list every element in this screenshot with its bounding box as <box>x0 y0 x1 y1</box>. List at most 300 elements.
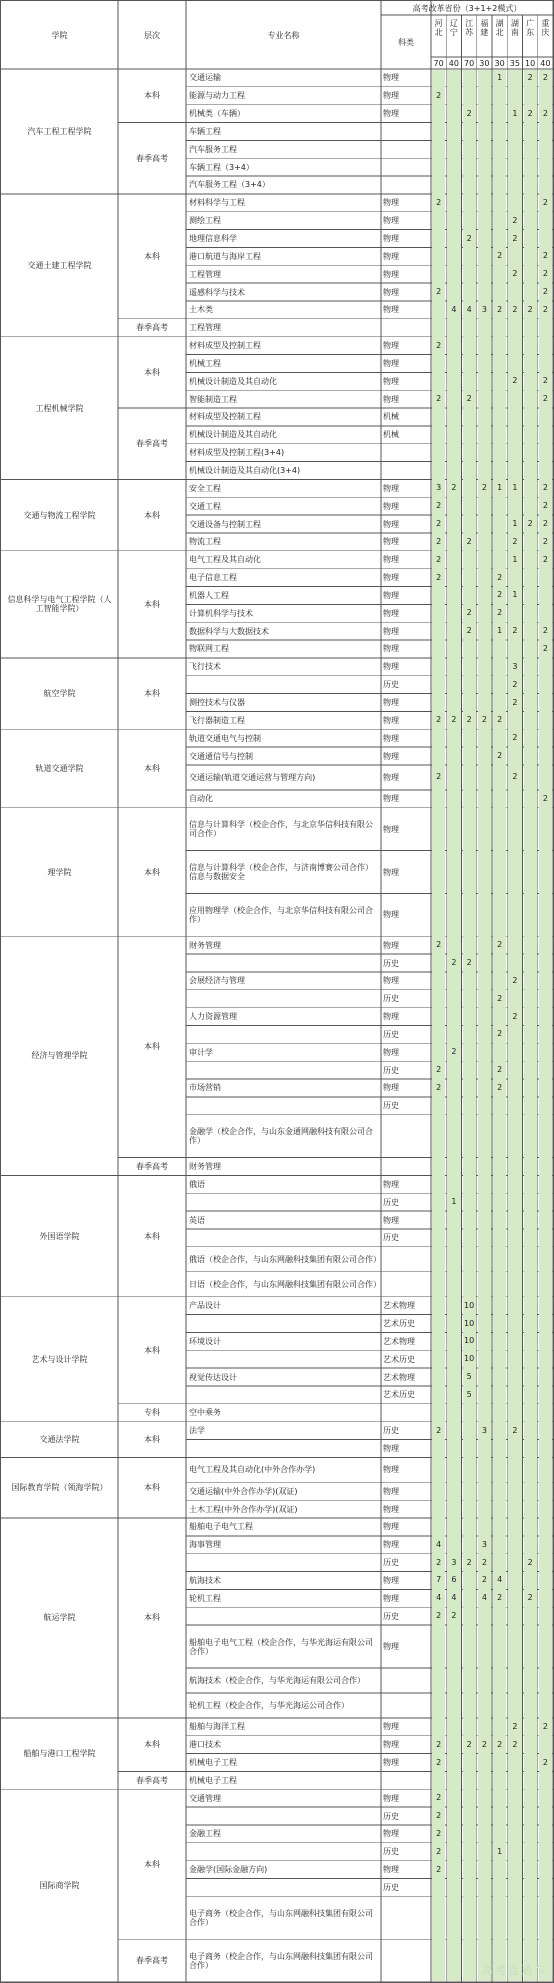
quota-cell: 2 <box>436 197 442 207</box>
subject-type: 物理 <box>383 644 399 654</box>
major-name: 电子商务（校企合作，与山东网融科技集团有限公司合作） <box>189 1951 373 1970</box>
subject-type: 物理 <box>383 1047 399 1057</box>
subject-type: 物理 <box>383 394 399 404</box>
subject-type: 物理 <box>383 501 399 511</box>
quota-cell: 2 <box>542 483 548 493</box>
subject-type: 物理 <box>383 1758 399 1767</box>
quota-cell: 2 <box>542 197 548 207</box>
major-name: 审计学 <box>189 1047 213 1057</box>
quota-cell: 2 <box>512 1739 518 1749</box>
subject-type: 物理 <box>383 251 399 261</box>
level-label: 本科 <box>144 251 160 261</box>
province-3: 江苏 <box>465 19 474 37</box>
level-label: 春季高考 <box>136 153 168 163</box>
college-name: 航运学院 <box>43 1613 76 1623</box>
quota-cell: 2 <box>497 1065 503 1075</box>
quota-cell: 2 <box>512 269 518 279</box>
province-6: 湖南 <box>510 19 519 37</box>
major-name: 遥感科学与技术 <box>189 287 245 297</box>
quota-cell: 2 <box>451 958 457 968</box>
quota-cell: 2 <box>542 1721 548 1731</box>
major-name: 安全工程 <box>189 483 221 493</box>
major-name: 日语（校企合作，与山东网融科技集团有限公司合作） <box>189 1279 381 1289</box>
quota-cell: 10 <box>464 1354 475 1364</box>
college-name: 信息科学与电气工程学院（人工智能学院） <box>7 595 112 614</box>
quota-cell: 3 <box>481 1539 487 1549</box>
quota-cell: 2 <box>466 608 472 618</box>
province-column-shade <box>524 70 537 1981</box>
subject-type: 物理 <box>383 608 399 618</box>
level-label: 本科 <box>144 367 160 377</box>
subject-type: 物理 <box>383 216 399 226</box>
quota-cell: 2 <box>481 1739 487 1749</box>
quota-cell: 2 <box>436 554 442 564</box>
quota-cell: 2 <box>497 1029 503 1039</box>
level-label: 本科 <box>144 867 160 877</box>
quota-cell: 2 <box>512 1721 518 1731</box>
major-name: 机械电子工程 <box>189 1775 237 1785</box>
major-name: 物流工程 <box>189 537 221 547</box>
quota-cell: 2 <box>542 376 548 386</box>
subject-type: 物理 <box>383 376 399 386</box>
quota-cell: 2 <box>512 215 518 225</box>
major-name: 产品设计 <box>189 1301 221 1311</box>
subject-type: 艺术物理 <box>383 1301 415 1311</box>
quota-cell: 1 <box>512 483 518 493</box>
subject-type: 物理 <box>383 1740 399 1750</box>
quota-cell: 1 <box>497 1846 503 1856</box>
subject-type: 物理 <box>383 234 399 244</box>
quota-cell: 3 <box>481 304 487 314</box>
quota-cell: 2 <box>497 1739 503 1749</box>
subject-type: 物理 <box>383 1793 399 1803</box>
subject-type: 物理 <box>383 573 399 583</box>
major-name: 机械设计制造及其自动化 <box>189 430 277 440</box>
major-name: 法学 <box>189 1426 205 1436</box>
major-name: 财务管理 <box>189 940 221 950</box>
subject-type: 历史 <box>383 1065 399 1075</box>
major-name: 电气工程及其自动化(中外合作办学) <box>189 1465 316 1475</box>
quota-cell: 2 <box>436 1739 442 1749</box>
quota-cell: 2 <box>497 590 503 600</box>
major-name: 机械类（车辆） <box>189 109 245 119</box>
subject-type: 物理 <box>383 519 399 529</box>
subject-type: 物理 <box>383 341 399 351</box>
province-2: 辽宁 <box>449 19 458 37</box>
level-label: 专科 <box>144 1408 160 1418</box>
major-name: 土木工程(中外合作办学)(双证) <box>189 1504 298 1514</box>
province-column-shade <box>493 70 506 1981</box>
subject-type: 物理 <box>383 1829 399 1839</box>
college-name: 国际教育学院（领海学院） <box>11 1483 108 1493</box>
quota-cell: 2 <box>451 1611 457 1621</box>
subject-type: 历史 <box>383 680 399 690</box>
subject-type: 历史 <box>383 1233 399 1243</box>
subject-type: 物理 <box>383 1179 399 1189</box>
quota-cell: 2 <box>436 536 442 546</box>
subject-type: 物理 <box>383 867 399 877</box>
subject-type: 物理 <box>383 483 399 493</box>
major-name: 材料成型及控制工程 <box>189 341 261 351</box>
subject-type: 物理 <box>383 537 399 547</box>
subject-type: 艺术物理 <box>383 1336 415 1346</box>
quota-cell: 2 <box>512 772 518 782</box>
quota-cell: 2 <box>497 715 503 725</box>
subject-type: 物理 <box>383 626 399 636</box>
quota-cell: 4 <box>466 304 472 314</box>
major-name: 信息与计算科学（校企合作，与北京华信科技有限公司合作） <box>189 820 373 839</box>
province-column-shade <box>478 70 491 1981</box>
major-name: 电子商务（校企合作，与山东网融科技集团有限公司合作） <box>189 1908 373 1927</box>
subject-type: 物理 <box>383 73 399 83</box>
major-name: 数据科学与大数据技术 <box>189 626 269 636</box>
quota-cell: 1 <box>512 590 518 600</box>
level-label: 春季高考 <box>136 1161 168 1171</box>
major-name: 俄语（校企合作，与山东网融科技集团有限公司合作） <box>189 1254 381 1264</box>
subject-type: 物理 <box>383 1486 399 1496</box>
quota-cell: 1 <box>497 72 503 82</box>
province-8: 重庆 <box>541 19 550 37</box>
quota-cell: 2 <box>436 340 442 350</box>
major-name: 自动化 <box>189 794 213 804</box>
quota-cell: 1 <box>451 1197 457 1207</box>
quota-cell: 2 <box>512 536 518 546</box>
major-name: 材料成型及控制工程(3+4) <box>189 448 285 458</box>
quota-cell: 2 <box>436 1793 442 1803</box>
subject-type: 物理 <box>383 940 399 950</box>
quota-cell: 4 <box>451 1593 457 1603</box>
major-name: 测控技术与仪器 <box>189 698 245 707</box>
college-name: 外国语学院 <box>39 1231 80 1241</box>
quota-cell: 2 <box>436 1557 442 1567</box>
major-name: 测绘工程 <box>189 216 221 226</box>
quota-cell: 3 <box>451 1557 457 1567</box>
quota-cell: 2 <box>542 793 548 803</box>
major-name: 电子信息工程 <box>189 573 237 583</box>
level-label: 春季高考 <box>136 1775 168 1785</box>
province-quota-5: 30 <box>494 59 505 68</box>
province-1: 河北 <box>434 19 443 37</box>
province-column-shade <box>539 70 552 1981</box>
subject-type: 物理 <box>383 1522 399 1532</box>
province-column-shade <box>432 70 445 1981</box>
quota-cell: 6 <box>451 1575 457 1585</box>
level-label: 本科 <box>144 91 160 101</box>
quota-cell: 10 <box>464 1336 475 1346</box>
quota-cell: 4 <box>436 1539 442 1549</box>
quota-cell: 3 <box>436 483 442 493</box>
quota-cell: 2 <box>512 975 518 985</box>
quota-cell: 2 <box>436 1611 442 1621</box>
quota-cell: 2 <box>451 1047 457 1057</box>
major-name: 工程管理 <box>189 269 221 279</box>
quota-cell: 2 <box>481 1557 487 1567</box>
quota-cell: 2 <box>512 733 518 743</box>
major-name: 地理信息科学 <box>189 234 237 244</box>
quota-cell: 2 <box>451 715 457 725</box>
quota-cell: 2 <box>512 1011 518 1021</box>
quota-cell: 3 <box>512 661 518 671</box>
subject-type: 历史 <box>383 958 399 968</box>
quota-cell: 2 <box>497 251 503 261</box>
quota-cell: 1 <box>497 483 503 493</box>
subject-type: 历史 <box>383 1558 399 1568</box>
subject-type: 物理 <box>383 1540 399 1550</box>
quota-cell: 2 <box>542 269 548 279</box>
subject-type: 物理 <box>383 824 399 834</box>
quota-cell: 2 <box>542 108 548 118</box>
quota-cell: 5 <box>466 1372 472 1382</box>
major-name: 材料科学与工程 <box>189 198 245 208</box>
province-column-shade <box>508 70 521 1981</box>
college-name: 工程机械学院 <box>35 403 84 413</box>
quota-cell: 2 <box>527 304 533 314</box>
major-name: 物联网工程 <box>189 644 229 654</box>
quota-cell: 2 <box>542 626 548 636</box>
quota-cell: 4 <box>481 1593 487 1603</box>
college-name: 交通与物流工程学院 <box>23 510 96 520</box>
quota-cell: 2 <box>527 1593 533 1603</box>
quota-cell: 2 <box>466 626 472 636</box>
college-name: 艺术与设计学院 <box>31 1354 88 1364</box>
quota-cell: 2 <box>466 715 472 725</box>
quota-cell: 2 <box>527 108 533 118</box>
subject-type: 物理 <box>383 198 399 208</box>
quota-cell: 2 <box>542 501 548 511</box>
subject-type: 物理 <box>383 1083 399 1093</box>
quota-cell: 2 <box>466 536 472 546</box>
major-name: 交通管理 <box>189 1793 221 1803</box>
level-label: 本科 <box>144 1435 160 1444</box>
major-name: 交通工程 <box>189 501 221 511</box>
major-name: 港口航道与海岸工程 <box>189 251 261 261</box>
subject-type: 物理 <box>383 910 399 920</box>
subject-type: 物理 <box>383 1722 399 1732</box>
subject-type: 物理 <box>383 358 399 368</box>
header-major: 专业名称 <box>267 30 300 40</box>
college-name: 经济与管理学院 <box>31 1051 88 1061</box>
quota-cell: 2 <box>451 483 457 493</box>
major-name: 汽车服务工程 <box>189 144 237 154</box>
subject-type: 物理 <box>383 1575 399 1585</box>
quota-cell: 2 <box>481 715 487 725</box>
major-name: 汽车服务工程（3+4） <box>189 180 270 190</box>
quota-cell: 2 <box>497 993 503 1003</box>
province-column-shade <box>463 70 476 1981</box>
province-quota-4: 30 <box>479 59 490 68</box>
major-name: 轨道交通电气与控制 <box>189 733 261 743</box>
college-name: 交通土建工程学院 <box>27 260 92 270</box>
level-label: 本科 <box>144 599 160 609</box>
quota-cell: 2 <box>436 1864 442 1874</box>
quota-cell: 2 <box>527 1557 533 1567</box>
major-name: 机器人工程 <box>189 590 229 600</box>
quota-cell: 2 <box>542 394 548 404</box>
major-name: 机械工程 <box>189 358 221 368</box>
quota-cell: 2 <box>542 72 548 82</box>
quota-cell: 2 <box>512 376 518 386</box>
major-name: 交通运输(中外合作办学)(双证) <box>189 1486 298 1496</box>
major-name: 金融学(国际金融方向) <box>189 1865 268 1875</box>
major-name: 金融学（校企合作，与山东金通网融科技有限公司合作） <box>189 1127 373 1146</box>
quota-cell: 2 <box>436 572 442 582</box>
quota-cell: 2 <box>436 394 442 404</box>
quota-cell: 2 <box>497 304 503 314</box>
quota-cell: 2 <box>497 572 503 582</box>
quota-cell: 2 <box>436 715 442 725</box>
major-name: 机械设计制造及其自动化(3+4) <box>189 466 301 475</box>
subject-type: 历史 <box>383 1197 399 1207</box>
quota-cell: 2 <box>466 1739 472 1749</box>
quota-cell: 2 <box>436 1425 442 1435</box>
quota-cell: 2 <box>481 1575 487 1585</box>
subject-type: 机械 <box>383 430 399 440</box>
province-quota-8: 40 <box>540 59 551 68</box>
major-name: 机械电子工程 <box>189 1758 237 1767</box>
subject-type: 物理 <box>383 555 399 565</box>
level-label: 本科 <box>144 1042 160 1052</box>
major-name: 应用物理学（校企合作，与北京华信科技有限公司合作） <box>189 905 373 924</box>
major-name: 俄语 <box>189 1179 205 1189</box>
major-name: 交通运输 <box>189 73 221 83</box>
major-name: 电气工程及其自动化 <box>189 555 261 565</box>
quota-cell: 2 <box>512 304 518 314</box>
subject-type: 物理 <box>383 109 399 119</box>
major-name: 市场营销 <box>189 1083 221 1093</box>
quota-cell: 2 <box>436 772 442 782</box>
major-name: 交通运输(轨道交通运营与管理方向) <box>189 772 316 782</box>
quota-cell: 2 <box>466 394 472 404</box>
quota-cell: 2 <box>512 1425 518 1435</box>
subject-type: 物理 <box>383 733 399 743</box>
subject-type: 物理 <box>383 1443 399 1453</box>
quota-cell: 2 <box>542 304 548 314</box>
subject-type: 艺术物理 <box>383 1372 415 1382</box>
major-name: 财务管理 <box>189 1161 221 1171</box>
quota-cell: 2 <box>466 1557 472 1567</box>
subject-type: 历史 <box>383 1882 399 1892</box>
level-label: 本科 <box>144 1483 160 1493</box>
subject-type: 物理 <box>383 269 399 279</box>
quota-cell: 2 <box>497 940 503 950</box>
major-name: 英语 <box>189 1215 205 1225</box>
province-5: 湖北 <box>495 19 504 37</box>
quota-cell: 2 <box>436 1082 442 1092</box>
major-name: 轮机工程（校企合作，与华光海运公司合作） <box>189 1700 349 1710</box>
major-name: 信息与计算科学（校企合作，与济南博赛公司合作）信息与数据安全 <box>189 863 373 882</box>
quota-cell: 2 <box>436 1846 442 1856</box>
quota-cell: 2 <box>436 940 442 950</box>
major-name: 航海技术 <box>189 1575 221 1585</box>
subject-type: 物理 <box>383 976 399 986</box>
quota-cell: 2 <box>436 1811 442 1821</box>
quota-cell: 3 <box>481 1425 487 1435</box>
quota-cell: 10 <box>464 1300 475 1310</box>
quota-cell: 1 <box>512 519 518 529</box>
major-name: 飞行器制造工程 <box>189 715 245 725</box>
quota-cell: 4 <box>497 1575 503 1585</box>
province-quota-7: 10 <box>525 59 536 68</box>
major-name: 港口技术 <box>189 1740 221 1750</box>
header-plan-title: 高考改革省份（3+1+2模式） <box>412 3 522 13</box>
quota-cell: 2 <box>542 287 548 297</box>
quota-cell: 2 <box>436 1757 442 1767</box>
subject-type: 历史 <box>383 1029 399 1039</box>
major-name: 空中乘务 <box>189 1408 221 1418</box>
quota-cell: 2 <box>436 519 442 529</box>
subject-type: 物理 <box>383 1593 399 1603</box>
level-label: 春季高考 <box>136 1956 168 1966</box>
major-name: 航海技术（校企合作，与华光海运有限公司合作） <box>189 1675 365 1685</box>
major-name: 海事管理 <box>189 1540 221 1550</box>
quota-cell: 5 <box>466 1389 472 1399</box>
subject-type: 历史 <box>383 1426 399 1436</box>
watermark: 高考直通车 <box>482 1964 547 1977</box>
major-name: 轮机工程 <box>189 1593 221 1603</box>
quota-cell: 2 <box>527 519 533 529</box>
major-name: 船舶与海洋工程 <box>189 1722 245 1732</box>
quota-cell: 1 <box>512 108 518 118</box>
quota-cell: 2 <box>512 679 518 689</box>
subject-type: 物理 <box>383 1012 399 1022</box>
quota-cell: 2 <box>497 1082 503 1092</box>
quota-cell: 2 <box>542 1757 548 1767</box>
quota-cell: 1 <box>497 626 503 636</box>
quota-cell: 2 <box>497 608 503 618</box>
quota-cell: 4 <box>451 304 457 314</box>
quota-cell: 7 <box>436 1575 442 1585</box>
quota-cell: 2 <box>512 697 518 707</box>
subject-type: 物理 <box>383 1865 399 1875</box>
major-name: 车辆工程 <box>189 126 221 136</box>
level-label: 本科 <box>144 1740 160 1750</box>
quota-cell: 2 <box>512 233 518 243</box>
subject-type: 物理 <box>383 590 399 600</box>
college-name: 理学院 <box>47 867 72 877</box>
quota-cell: 2 <box>436 1065 442 1075</box>
subject-type: 历史 <box>383 1847 399 1857</box>
subject-type: 物理 <box>383 715 399 725</box>
level-label: 春季高考 <box>136 323 168 333</box>
level-label: 本科 <box>144 1859 160 1869</box>
major-name: 人力资源管理 <box>189 1012 237 1022</box>
subject-type: 历史 <box>383 994 399 1004</box>
level-label: 本科 <box>144 764 160 774</box>
subject-type: 物理 <box>383 305 399 315</box>
major-name: 工程管理 <box>189 323 221 333</box>
college-name: 国际商学院 <box>39 1881 80 1891</box>
quota-cell: 2 <box>466 108 472 118</box>
major-name: 飞行技术 <box>189 662 221 672</box>
level-label: 春季高考 <box>136 439 168 449</box>
major-name: 船舶电子电气工程（校企合作，与华光海运有限公司合作） <box>189 1637 373 1656</box>
major-name: 智能制造工程 <box>189 394 237 404</box>
quota-cell: 2 <box>466 958 472 968</box>
college-name: 轨道交通学院 <box>35 764 84 774</box>
major-name: 材料成型及控制工程 <box>189 412 261 422</box>
level-label: 本科 <box>144 689 160 699</box>
quota-cell: 2 <box>542 519 548 529</box>
quota-cell: 4 <box>436 1593 442 1603</box>
province-quota-2: 40 <box>448 59 459 68</box>
subject-type: 机械 <box>383 412 399 422</box>
subject-type: 历史 <box>383 1611 399 1621</box>
major-name: 金融工程 <box>189 1829 221 1839</box>
quota-cell: 2 <box>436 501 442 511</box>
level-label: 本科 <box>144 510 160 520</box>
province-quota-3: 70 <box>464 59 475 68</box>
college-name: 汽车工程工程学院 <box>27 126 92 136</box>
